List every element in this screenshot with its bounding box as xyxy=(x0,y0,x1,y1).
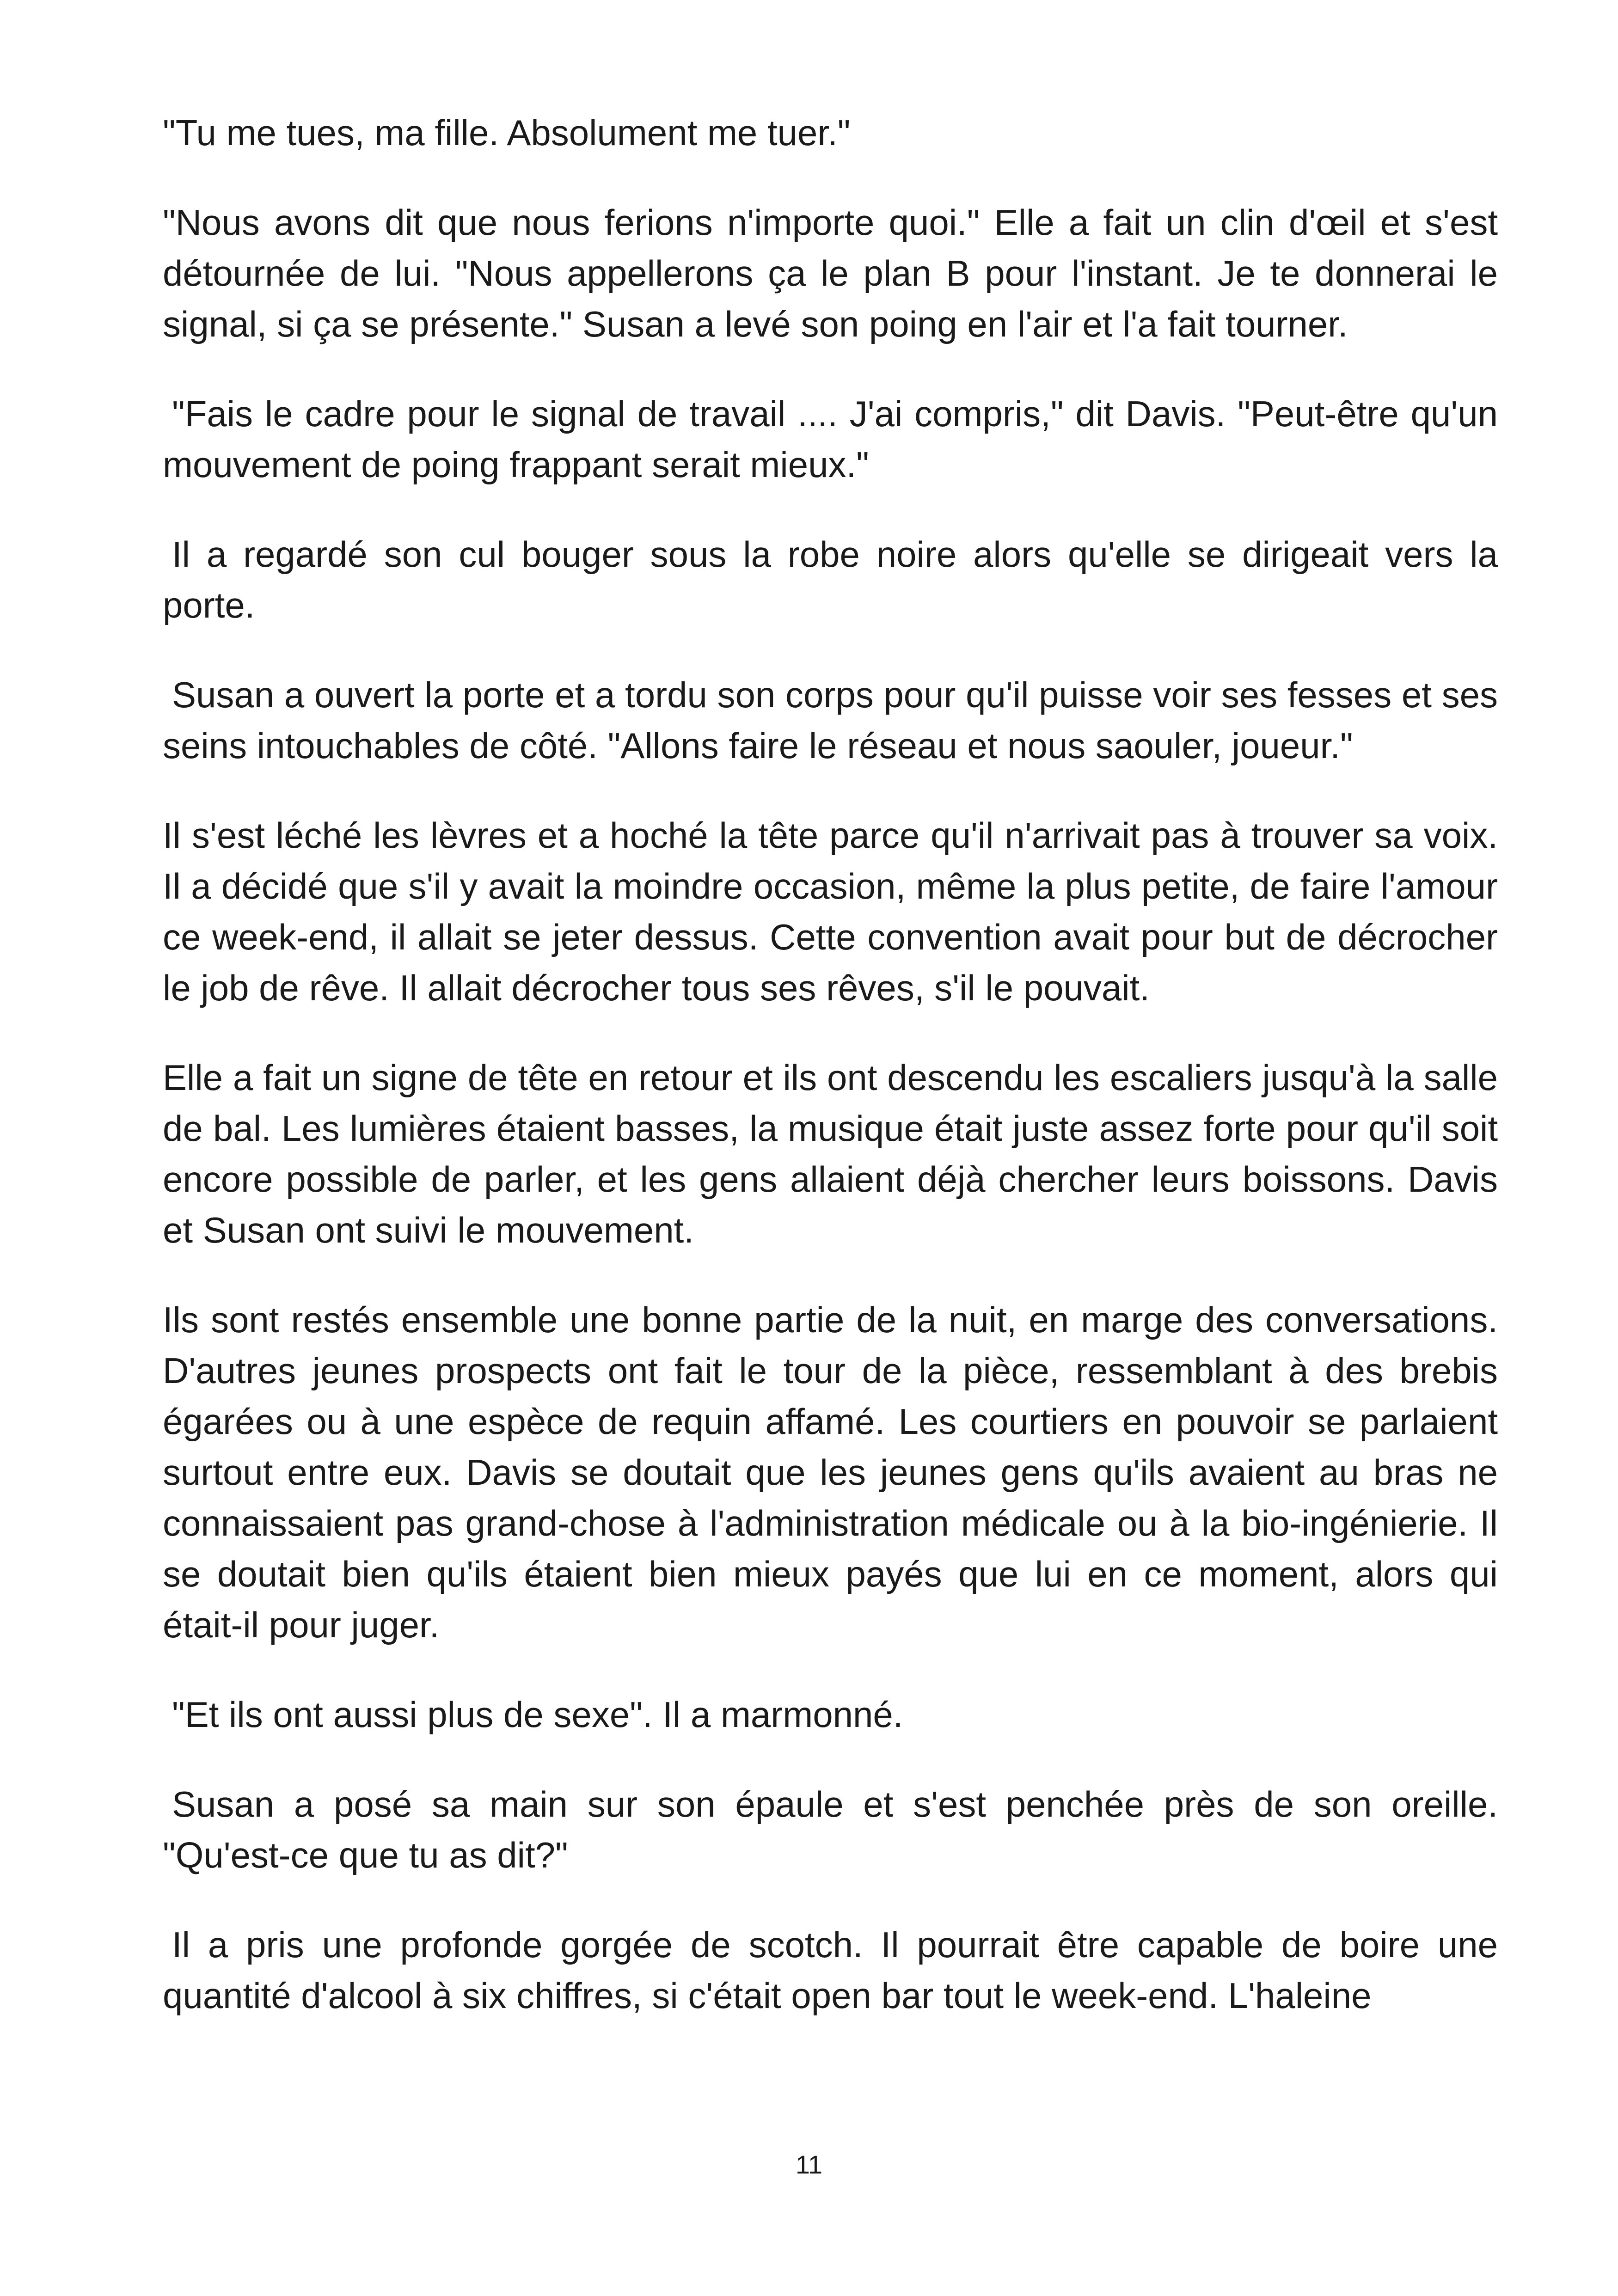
body-text xyxy=(163,107,1498,2060)
paragraph: "Fais le cadre pour le signal de travail .... J'ai compris," dit Davis. "Peut-être qu'un mouvement de poing frappant serait mieux." xyxy=(163,393,1498,485)
paragraph: "Nous avons dit que nous ferions n'importe quoi." Elle a fait un clin d'œil et s'est détournée de lui. "Nous appellerons ça le plan B pour l'instant. Je te donnerai le signal, si ça se présente." Susan a levé son poing en l'air et l'a fait tourner. xyxy=(163,202,1498,344)
paragraph: Elle a fait un signe de tête en retour et ils ont descendu les escaliers jusqu'à la salle de bal. Les lumières étaient basses, la musique était juste assez forte pour qu'il soit encore possible de parler, et les gens allaient déjà chercher leurs boissons. Davis et Susan ont suivi le mouvement. xyxy=(163,1057,1498,1250)
paragraph: Susan a posé sa main sur son épaule et s'est penchée près de son oreille. "Qu'est-ce que tu as dit?" xyxy=(163,1784,1498,1875)
paragraph: Il a regardé son cul bouger sous la robe noire alors qu'elle se dirigeait vers la porte. xyxy=(163,534,1498,625)
paragraph: Susan a ouvert la porte et a tordu son corps pour qu'il puisse voir ses fesses et ses seins intouchables de côté. "Allons faire le réseau et nous saouler, joueur." xyxy=(163,674,1498,766)
paragraph: "Tu me tues, ma fille. Absolument me tuer." xyxy=(163,112,851,153)
paragraph: Il a pris une profonde gorgée de scotch. Il pourrait être capable de boire une quantité d'alcool à six chiffres, si c'était open bar tout le week-end. L'haleine xyxy=(163,1924,1498,2016)
page-number: 11 xyxy=(795,2150,823,2179)
paragraph: Il s'est léché les lèvres et a hoché la tête parce qu'il n'arrivait pas à trouver sa voix. Il a décidé que s'il y avait la moindre occasion, même la plus petite, de faire l'amour ce week-end, il allait se jeter dessus. Cette convention avait pour but de décrocher le job de rêve. Il allait décrocher tous ses rêves, s'il le pouvait. xyxy=(163,815,1498,1008)
paragraph: Ils sont restés ensemble une bonne partie de la nuit, en marge des conversations. D'autres jeunes prospects ont fait le tour de la pièce, ressemblant à des brebis égarées ou à une espèce de requin affamé. Les courtiers en pouvoir se parlaient surtout entre eux. Davis se doutait que les jeunes gens qu'ils avaient au bras ne connaissaient pas grand-chose à l'administration médicale ou à la bio-ingénierie. Il se doutait bien qu'ils étaient bien mieux payés que lui en ce moment, alors qui était-il pour juger. xyxy=(163,1299,1498,1645)
paragraph: "Et ils ont aussi plus de sexe". Il a marmonné. xyxy=(172,1694,903,1735)
